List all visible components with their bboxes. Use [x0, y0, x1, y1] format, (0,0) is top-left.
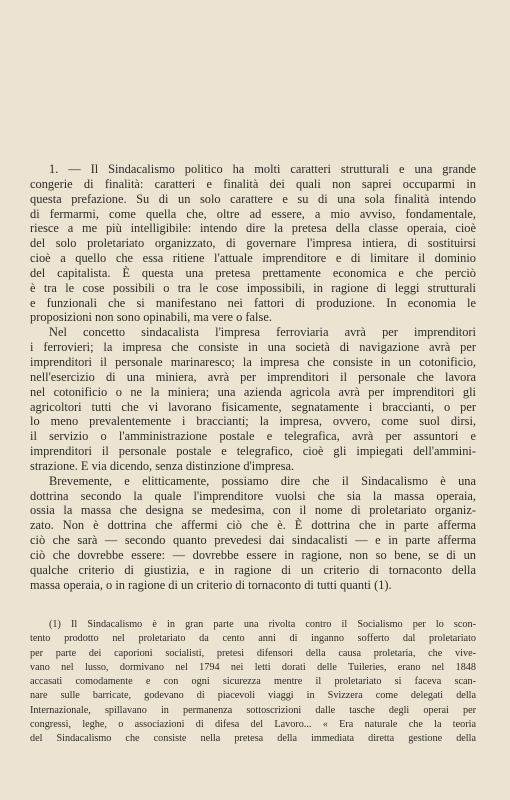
text-line: è tra le cose possibili o tra le cose impossibili, in ragione di leggi strutturali: [30, 280, 476, 295]
text-line: i ferrovieri; la impresa che consiste in una società di navigazione avrà per: [30, 340, 476, 355]
footnote-line: del Sindacalismo che consiste nella pretesa della immediata diretta gestione della: [30, 733, 476, 745]
footnote-line: Internazionale, spillavano in permanenza sottoscrizioni dalle tasche degli operai per: [30, 704, 476, 716]
footnote-line: per parte dei caporioni socialisti, pretesi difensori della causa proletaria, che vive-: [30, 647, 476, 659]
main-text: [30, 162, 476, 592]
footnote: [30, 618, 476, 747]
text-line: proposizioni non sono opinabili, ma vere o false.: [30, 310, 272, 325]
text-line: di fermarmi, come quella che, oltre ad essere, a mio avviso, fondamentale,: [30, 206, 476, 221]
text-line: il servizio o l'amministrazione postale e telegrafica, avrà per assuntori e: [30, 429, 476, 444]
text-line: ciò che sarà — secondo quanto prevedesi dai sindacalisti — e in parte afferma: [30, 533, 476, 548]
text-line: imprenditori il personale marinaresco; la impresa che consiste in un cotonificio,: [30, 354, 476, 369]
text-line: nel cotonificio o ne la miniera; una azienda agricola avrà per imprenditori gli: [30, 384, 476, 399]
text-line: lo meno prevalentemente i braccianti; la impresa, ovvero, come suol dirsi,: [30, 414, 476, 429]
footnote-line: nare sulle barricate, godevano di piacevoli viaggi in Svizzera come delegati della: [30, 690, 476, 702]
text-line: strazione. E via dicendo, senza distinzione d'impresa.: [30, 458, 295, 473]
footnote-line: accasati comodamente e con ogni sicurezza mentre il proletariato si faceva scan-: [30, 676, 476, 688]
footnote-line: congressi, leghe, o associazioni di difesa del Lavoro... « Era naturale che la teoria: [30, 719, 476, 731]
text-line: ciò che dovrebbe essere: — dovrebbe essere in ragione, non so bene, se di un: [30, 547, 476, 562]
text-line: dottrina secondo la quale l'imprenditore vuolsi che sia la massa operaia,: [30, 488, 476, 503]
text-line: 1. — Il Sindacalismo politico ha molti caratteri strutturali e una grande: [49, 162, 476, 176]
text-line: zato. Non è dottrina che affermi ciò che è. È dottrina che in parte afferma: [30, 518, 476, 533]
text-line: congerie di finalità: caratteri e finalità dei quali non saprei occuparmi in: [30, 176, 476, 191]
text-line: e funzionali che si manifestano nei fattori di produzione. In economia le: [30, 295, 476, 310]
text-line: nell'esercizio di una miniera, avrà per imprenditori il personale che lavora: [30, 369, 476, 384]
text-line: Brevemente, e elitticamente, possiamo dire che il Sindacalismo è una: [49, 473, 476, 488]
text-line: agricoltori tutti che vi lavorano fisicamente, segnatamente i braccianti, o per: [30, 399, 476, 414]
text-line: qualche criterio di giustizia, e in ragione di un criterio di tornaconto della: [30, 562, 476, 577]
footnote-line: (1) Il Sindacalismo è in gran parte una rivolta contro il Socialismo per lo scon-: [49, 619, 476, 630]
text-line: ossia la massa che designa se medesima, con il nome di proletariato organiz-: [30, 503, 476, 518]
text-line: Nel concetto sindacalista l'impresa ferroviaria avrà per imprenditori: [49, 325, 476, 340]
text-line: massa operaia, o in ragione di un criterio di tornaconto di tutti quanti (1).: [30, 577, 392, 592]
text-line: riesce a me più intelligibile: intendo dire la pretesa della classe operaia, cioè: [30, 221, 476, 236]
footnote-line: vano nel lusso, dormivano nel 1794 nei letti dorati delle Tuileries, erano nel 1848: [30, 661, 476, 673]
footnote-line: tento prodotto nel proletariato da cento anni di inganno sofferto dal proletariato: [30, 633, 476, 645]
text-line: imprenditori il personale postale e telegrafico, cioè gli impiegati dell'ammini-: [30, 444, 476, 459]
text-line: del capitalista. È questa una pretesa prettamente economica e che perciò: [30, 265, 476, 280]
text-line: del solo proletariato organizzato, di governare l'impresa intiera, di sostituirsi: [30, 236, 476, 251]
text-line: cioè a quello che essa ritiene l'attuale imprenditore e di limitare il dominio: [30, 251, 476, 266]
text-line: questa prefazione. Su di un solo carattere e su di una sola finalità intendo: [30, 191, 476, 206]
